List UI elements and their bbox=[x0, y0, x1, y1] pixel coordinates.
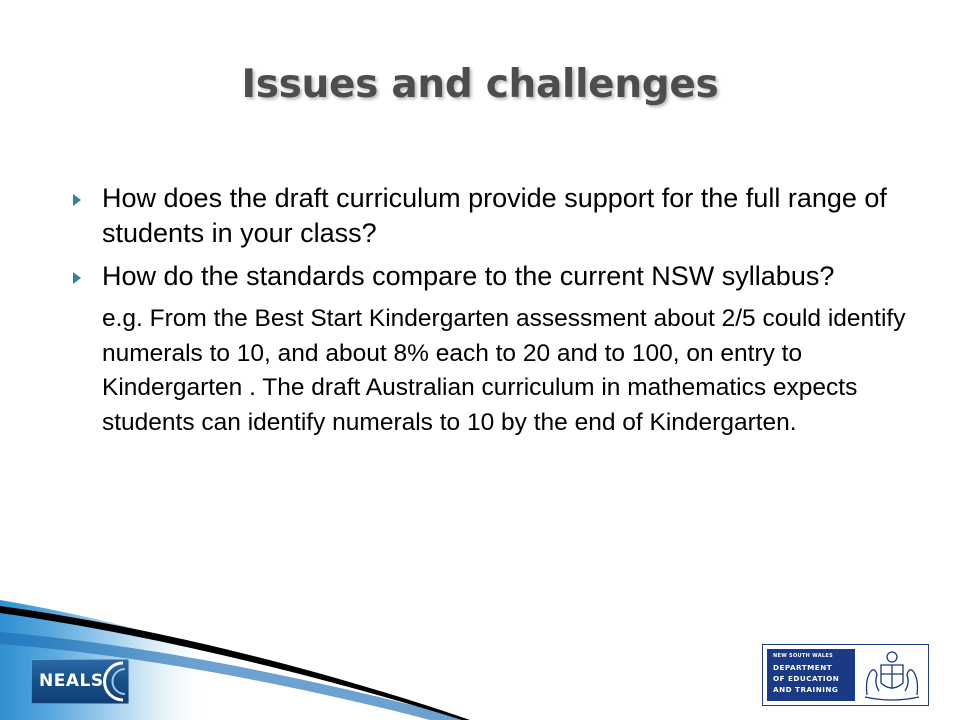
bullet-triangle-icon bbox=[73, 194, 81, 206]
department-wordmark bbox=[767, 649, 855, 701]
slide-title: Issues and challenges bbox=[241, 62, 719, 107]
bullet-text: How do the standards compare to the current NSW syllabus? bbox=[102, 261, 835, 291]
neals-logo bbox=[31, 659, 129, 704]
nsw-crest-icon bbox=[859, 649, 925, 703]
slide-body bbox=[73, 181, 913, 440]
bullet-item bbox=[73, 181, 913, 251]
bullet-item bbox=[73, 259, 913, 294]
nsw-department-logo bbox=[762, 644, 929, 706]
bullet-triangle-icon bbox=[73, 272, 81, 284]
department-line: OF EDUCATION bbox=[773, 674, 840, 683]
example-note: e.g. From the Best Start Kindergarten assessment about 2/5 could identify numerals to 10, and about 8% each to 20 and to 100, on entry to Kindergarten . The draft Australian curriculum in mathematics expects students can identify numerals to 10 by the end of Kindergarten. bbox=[102, 305, 906, 436]
bullet-text: How does the draft curriculum provide support for the full range of students in your class? bbox=[102, 183, 887, 248]
neals-swoosh-icon bbox=[99, 659, 129, 704]
neals-logo-text: NEALS bbox=[39, 671, 104, 691]
department-line: DEPARTMENT bbox=[773, 663, 833, 672]
department-state-label: NEW SOUTH WALES bbox=[773, 653, 833, 659]
department-line: AND TRAINING bbox=[773, 685, 839, 694]
